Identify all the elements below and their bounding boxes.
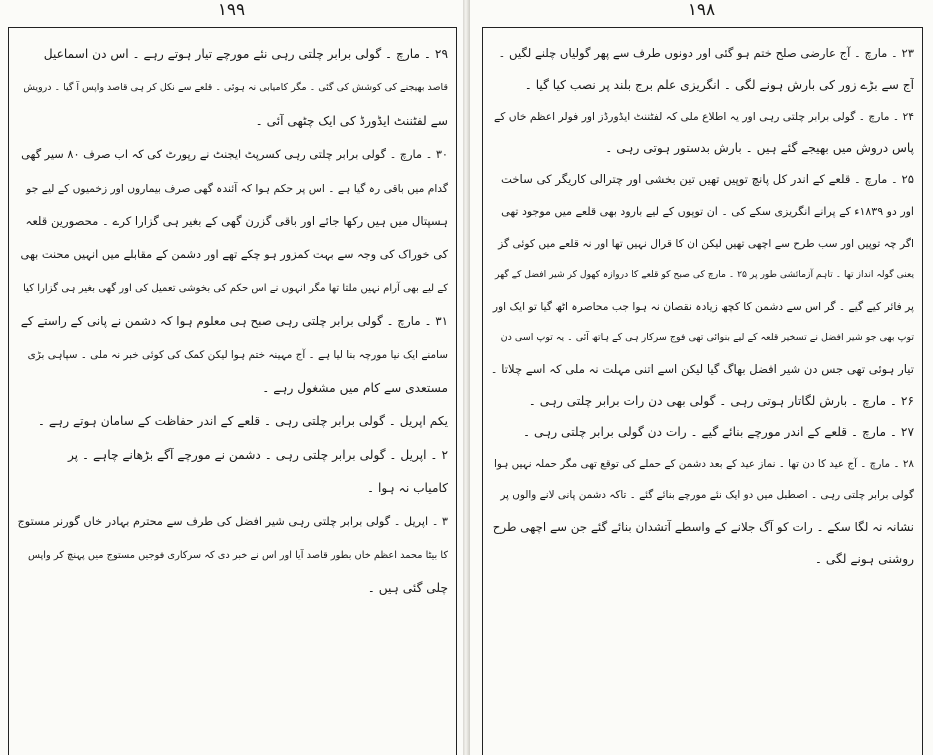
text-line: ۲۵ ۔ مارچ ۔ قلعے کے اندر کل پانچ توپیں تھیں تین بخشی اور چترالی کاریگر کی ساخت (501, 172, 914, 187)
text-line: سامنے ایک نیا مورچہ بنا لیا ہے ۔ آج مہینہ ختم ہوا لیکن کمک کی کوئی خبر نہ ملی ۔ سپاہی بڑی (27, 348, 448, 361)
text-line: پاس دروش میں بھیجے گئے ہیں ۔ بارش بدستور ہوتی رہی ۔ (605, 140, 914, 155)
text-line: ۲۷ ۔ مارچ ۔ قلعے کے اندر مورچے بنائے گیے ۔ رات دن گولی برابر چلتی رہی ۔ (522, 425, 914, 440)
text-line: ۳ ۔ اپریل ۔ گولی برابر چلتی رہی شیر افضل کی طرف سے محترم بہادر خاں گورنر مستوج (17, 515, 448, 529)
text-line: آج سے بڑے زور کی بارش ہونے لگی ۔ انگریزی علم برج بلند پر نصب کیا گیا ۔ (524, 77, 914, 92)
text-line: کے لیے بھی آرام نہیں ملتا تھا مگر انہوں نے اس حکم کی بخوشی تعمیل کی اور گھی بغیر ہی گزارا کیا (23, 282, 448, 294)
right-page-number: ۱۹۸ (687, 0, 716, 20)
text-line: قاصد بھیجنے کی کوشش کی گئی ۔ مگر کامیابی نہ ہوئی ۔ قلعے سے نکل کر ہی قاصد واپس آ گیا ۔ درویش (23, 82, 448, 94)
left-page-text (17, 38, 448, 755)
text-line: چلی گئی ہیں ۔ (367, 581, 448, 596)
text-line: یعنی گولہ انداز تھا ۔ تاہم آزمائشی طور پر ۲۵ ۔ مارچ کی صبح کو قلعے کا دروازہ کھول کر شیر افضل کے گھر (495, 269, 914, 281)
text-line: سے لفٹننٹ ایڈورڈ کی ایک چٹھی آئی ۔ (255, 113, 448, 128)
text-line: اور دو ۱۸۳۹ء کے پرانے انگریزی سکے کی ۔ ان توپوں کے لیے بارود بھی قلعے میں موجود تھی (501, 204, 914, 218)
text-line: کامیاب نہ ہوا ۔ (366, 481, 448, 496)
text-line: توپ بھی جو شیر افضل نے تسخیر قلعہ کے لیے بنوائی تھی فوج سرکار ہی کے ہاتھ آئی ۔ یہ توپ اسی دن (500, 332, 914, 344)
text-line: ۲ ۔ اپریل ۔ گولی برابر چلتی رہی ۔ دشمن نے مورچے آگے بڑھانے چاہے ۔ پر (67, 447, 448, 462)
text-line: ۲۹ ۔ مارچ ۔ گولی برابر چلتی رہی نئے مورچے تیار ہوتے رہے ۔ اس دن اسماعیل (43, 47, 448, 61)
text-line: کی خوراک کی وجہ سے بہت کمزور ہو چکے تھے اور دشمن کے مقابلے میں انہیں محنت بھی (20, 248, 448, 262)
text-line: نشانہ نہ لگا سکے ۔ رات کو آگ جلانے کے واسطے آتشدان بنائے گئے جن سے اچھی طرح (492, 519, 914, 534)
text-line: ۳۱ ۔ مارچ ۔ گولی برابر چلتی رہی صبح ہی معلوم ہوا کہ دشمن نے پانی کے راستے کے (20, 314, 448, 329)
text-line: مستعدی سے کام میں مشغول رہے ۔ (262, 380, 448, 395)
text-line: ۲۳ ۔ مارچ ۔ آج عارضی صلح ختم ہو گئی اور دونوں طرف سے پھر گولیاں چلنے لگیں ۔ (498, 46, 914, 60)
left-page-frame (8, 27, 457, 755)
text-line: روشنی ہونے لگی ۔ (814, 551, 914, 566)
text-line: گولی برابر چلتی رہی ۔ اصطبل میں دو ایک نئے مورچے بنائے گئے ۔ تاکہ دشمن پانی لانے والوں پر (500, 489, 914, 502)
text-line: پر فائر کیے گیے ۔ گر اس سے دشمن کا کچھ زیادہ نقصان نہ ہوا جب محاصرہ اٹھ گیا تو ایک اور (492, 299, 914, 313)
text-line: اگر چہ توپیں اور سب طرح سے اچھی تھیں لیکن ان کا قرال نہیں تھا اور نہ قلعے میں کوئی گز (498, 236, 914, 250)
left-page-number: ۱۹۹ (217, 0, 246, 20)
right-page-frame (482, 27, 923, 755)
book-gutter (463, 0, 470, 755)
text-line: ۲۶ ۔ مارچ ۔ بارش لگاتار ہوتی رہی ۔ گولی بھی دن رات برابر چلتی رہی ۔ (528, 393, 914, 408)
text-line: ۲۸ ۔ مارچ ۔ آج عید کا دن تھا ۔ نماز عید کے بعد دشمن کے حملے کی توقع تھی مگر حملہ نہیں ہوا (493, 457, 914, 470)
right-page-text (491, 38, 914, 755)
text-line: ۲۴ ۔ مارچ ۔ گولی برابر چلتی رہی اور یہ اطلاع ملی کہ لفٹننٹ ایڈورڈز اور فولر اعظم خاں کے (494, 110, 914, 124)
text-line: یکم اپریل ۔ گولی برابر چلتی رہی ۔ قلعے کے اندر حفاظت کے سامان ہوتے رہے ۔ (37, 414, 448, 429)
text-line: کا بیٹا محمد اعظم خاں بطور قاصد آیا اور اس نے خبر دی کہ سرکاری فوجیں مستوج میں پہنچ کر واپس (28, 549, 448, 561)
text-line: ۳۰ ۔ مارچ ۔ گولی برابر چلتی رہی کسرپٹ ایجنٹ نے رپورٹ کی کہ اب صرف ۸۰ سیر گھی (21, 148, 448, 162)
text-line: ہسپتال میں ہیں رکھا جائے اور باقی گزرن گھی کے بغیر ہی گزارا کرے ۔ محصورین قلعہ (25, 213, 448, 228)
text-line: تیار ہوئی تھی جس دن شیر افضل بھاگ گیا لیکن اسے اتنی مہلت نہ ملی کہ اسے چلاتا ۔ (491, 361, 914, 376)
left-page (0, 0, 463, 755)
text-line: گدام میں باقی رہ گیا ہے ۔ اس پر حکم ہوا کہ آئندہ گھی صرف بیماروں اور زخمیوں کے لیے جو (26, 181, 448, 195)
right-page (470, 0, 933, 755)
